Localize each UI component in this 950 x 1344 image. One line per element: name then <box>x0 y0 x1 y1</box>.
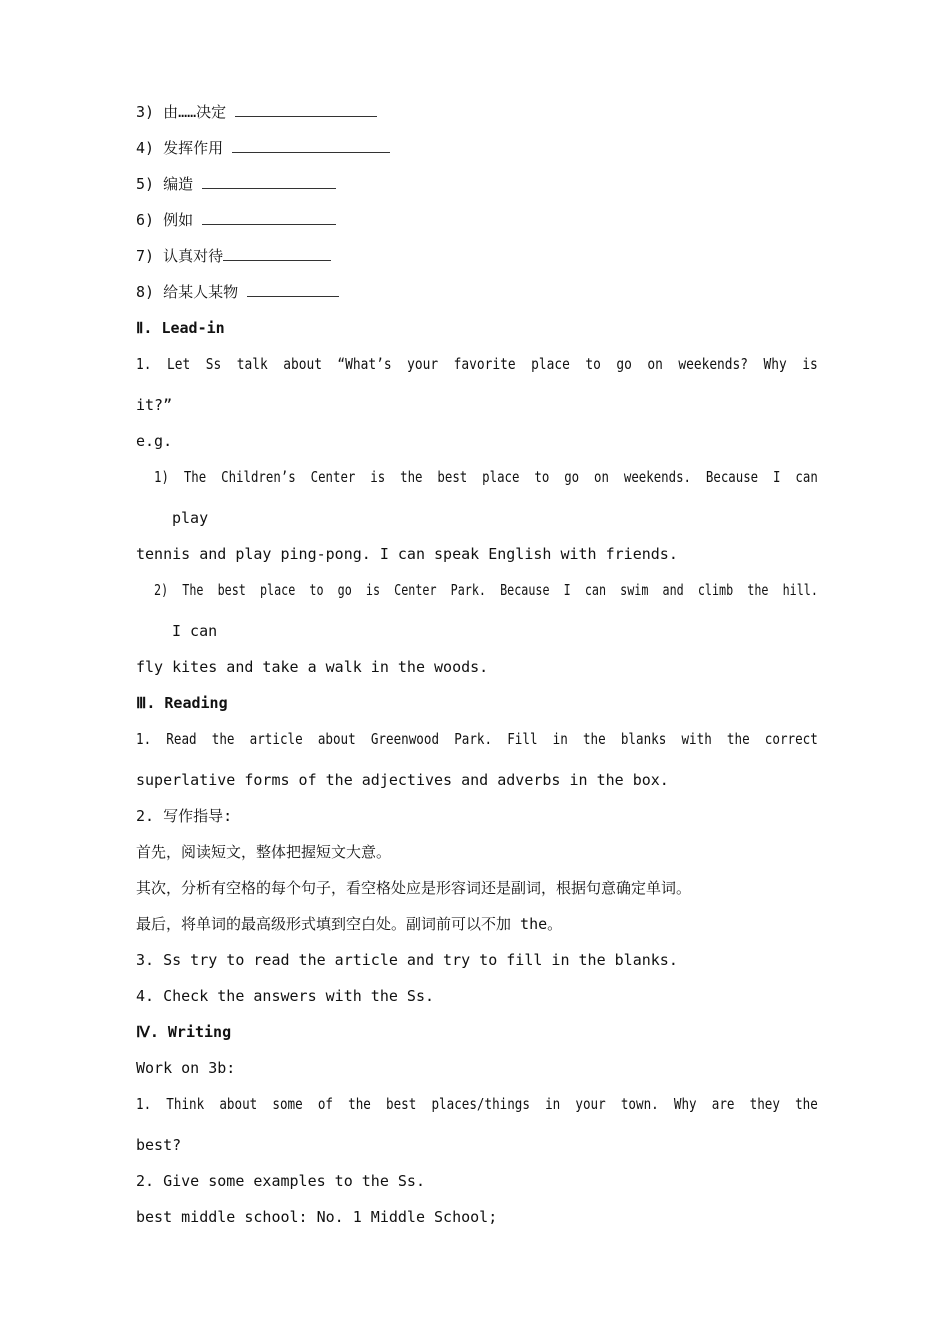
vocab-label: 5) 编造 <box>136 175 194 193</box>
vocab-item-7 <box>136 246 331 266</box>
vocab-label: 6) 例如 <box>136 211 194 229</box>
writing-item-1: 1. Think about some of the best places/things in your town. Why are they the <box>136 1095 818 1113</box>
answer-blank <box>202 174 336 189</box>
reading-item-4: 4. Check the answers with the Ss. <box>136 987 435 1005</box>
writing-example: best middle school: No. 1 Middle School; <box>136 1208 498 1226</box>
example-2-end: fly kites and take a walk in the woods. <box>136 658 489 676</box>
example-2-cont: I can <box>172 622 218 640</box>
example-1-end: tennis and play ping-pong. I can speak English with friends. <box>136 545 678 563</box>
vocab-item-3 <box>136 102 377 122</box>
example-label: e.g. <box>136 432 173 450</box>
lead-in-item-1-cont: it?” <box>136 396 173 414</box>
answer-blank <box>247 282 339 297</box>
section-heading-reading: Ⅲ. Reading <box>136 694 228 712</box>
writing-item-1-cont: best? <box>136 1136 182 1154</box>
answer-blank <box>202 210 336 225</box>
writing-guide-step-1: 首先，阅读短文，整体把握短文大意。 <box>136 843 392 861</box>
answer-blank <box>232 138 390 153</box>
section-heading-writing: Ⅳ. Writing <box>136 1023 232 1041</box>
vocab-item-6 <box>136 210 336 230</box>
example-1: 1) The Children’s Center is the best place to go on weekends. Because I can <box>154 468 818 486</box>
writing-intro: Work on 3b: <box>136 1059 236 1077</box>
answer-blank <box>235 102 377 117</box>
reading-item-1-cont: superlative forms of the adjectives and adverbs in the box. <box>136 771 669 789</box>
example-2: 2) The best place to go is Center Park. Because I can swim and climb the hill. <box>154 581 818 599</box>
writing-guide-step-2: 其次，分析有空格的每个句子，看空格处应是形容词还是副词，根据句意确定单词。 <box>136 879 692 897</box>
reading-item-3: 3. Ss try to read the article and try to fill in the blanks. <box>136 951 678 969</box>
vocab-label: 8) 给某人某物 <box>136 283 239 301</box>
vocab-label: 7) 认真对待 <box>136 247 224 265</box>
reading-item-2: 2. 写作指导: <box>136 807 233 825</box>
vocab-label: 4) 发挥作用 <box>136 139 224 157</box>
answer-blank <box>223 246 331 261</box>
lead-in-item-1: 1. Let Ss talk about “What’s your favorite place to go on weekends? Why is <box>136 355 818 373</box>
vocab-item-5 <box>136 174 336 194</box>
writing-guide-step-3: 最后，将单词的最高级形式填到空白处。副词前可以不加 the。 <box>136 915 563 933</box>
reading-item-1: 1. Read the article about Greenwood Park. Fill in the blanks with the correct <box>136 730 818 748</box>
vocab-item-4 <box>136 138 390 158</box>
example-1-cont: play <box>172 509 209 527</box>
writing-item-2: 2. Give some examples to the Ss. <box>136 1172 425 1190</box>
vocab-label: 3) 由……决定 <box>136 103 227 121</box>
vocab-item-8 <box>136 282 339 302</box>
section-heading-lead-in: Ⅱ. Lead-in <box>136 319 225 337</box>
